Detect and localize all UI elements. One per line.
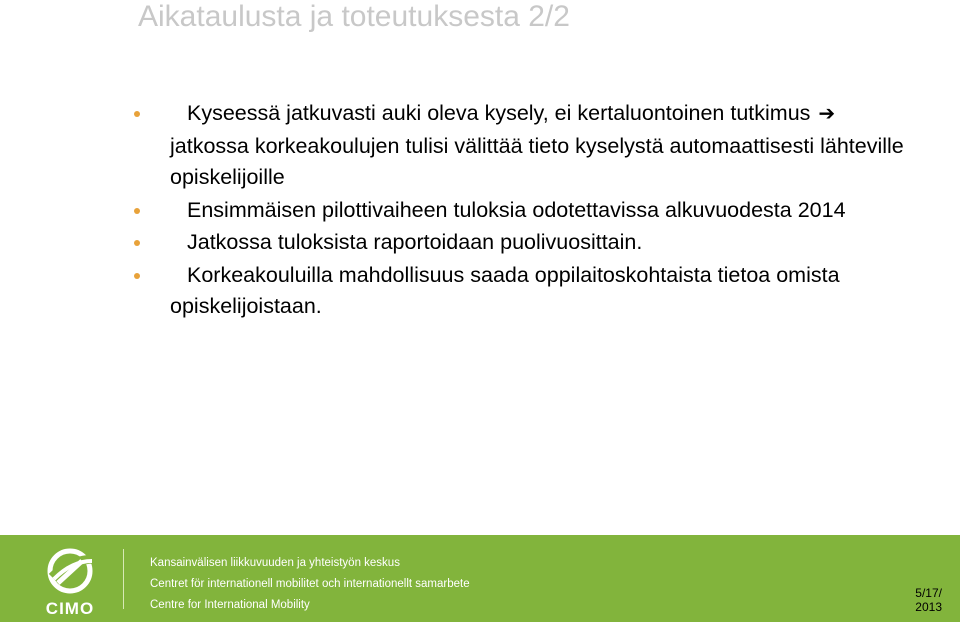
footer-divider (123, 549, 124, 609)
footer-bar (0, 535, 960, 622)
bullet-dot-icon (134, 208, 140, 214)
cimo-globe-icon (38, 547, 102, 599)
slide-date-line: 5/17/ (915, 586, 942, 600)
slide-date-line: 2013 (915, 600, 942, 614)
bullet-item (130, 227, 910, 259)
bullet-text (170, 98, 910, 194)
org-name-fi: Kansainvälisen liikkuvuuden ja yhteistyön keskus (150, 557, 400, 569)
bullet-text-part: jatkossa korkeakoulujen tulisi välittää tieto kyselystä automaattisesti lähteville opiskelijoille (170, 133, 904, 189)
bullet-item (130, 195, 910, 227)
org-name-sv: Centret för internationell mobilitet och internationellt samarbete (150, 578, 470, 590)
cimo-logo (38, 547, 102, 618)
logo-text: CIMO (45, 599, 95, 618)
bullet-list (130, 98, 910, 324)
bullet-text: Korkeakouluilla mahdollisuus saada oppilaitoskohtaista tietoa omista opiskelijoistaan. (170, 262, 840, 318)
bullet-dot-icon (134, 273, 140, 279)
org-name-en: Centre for International Mobility (150, 599, 310, 611)
bullet-text: Jatkossa tuloksista raportoidaan puolivuosittain. (187, 230, 643, 254)
bullet-text: Ensimmäisen pilottivaiheen tuloksia odotettavissa alkuvuodesta 2014 (187, 197, 846, 222)
organization-names (150, 553, 470, 616)
slide-title: Aikataulusta ja toteutuksesta 2/2 (138, 0, 570, 33)
bullet-item (130, 98, 910, 194)
bullet-dot-icon (134, 111, 140, 117)
bullet-item (130, 260, 910, 323)
slide-date (915, 586, 942, 614)
bullet-text-part: Kyseessä jatkuvasti auki oleva kysely, ei kertaluontoinen tutkimus (187, 101, 811, 125)
arrow-right-icon: ➔ (818, 103, 836, 125)
bullet-dot-icon (134, 240, 140, 246)
